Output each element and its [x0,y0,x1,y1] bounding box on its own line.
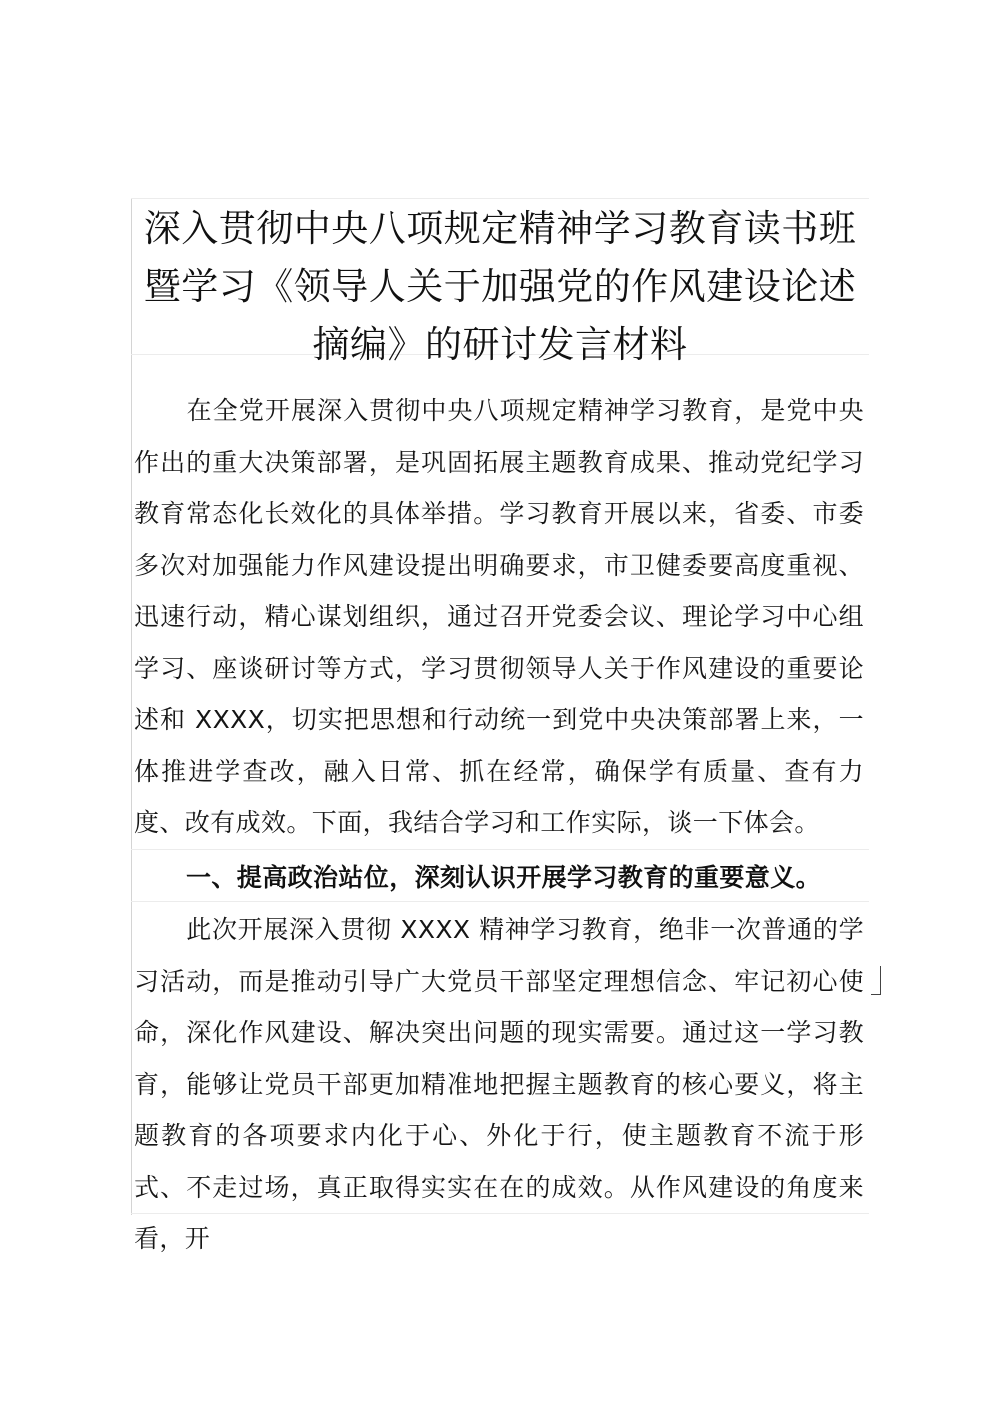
section-paragraph [134,904,864,1265]
section-heading-text: 一、提高政治站位，深刻认识开展学习教育的重要意义。 [186,863,822,892]
document-title: 深入贯彻中央八项规定精神学习教育读书班暨学习《领导人关于加强党的作风建设论述摘编》的研讨发言材料 [143,207,857,366]
section-heading [134,852,864,904]
paragraph-divider [131,849,869,850]
scan-corner-mark [871,966,881,995]
intro-paragraph [134,385,864,849]
left-margin-line [131,198,132,1215]
intro-paragraph-text: 在全党开展深入贯彻中央八项规定精神学习教育，是党中央作出的重大决策部署，是巩固拓展主题教育成果、推动党纪学习教育常态化长效化的具体举措。学习教育开展以来，省委、市委多次对加强能力作风建设提出明确要求，市卫健委要高度重视、迅速行动，精心谋划组织，通过召开党委会议、理论学习中心组学习、座谈研讨等方式，学习贯彻领导人关于作风建设的重要论述和 XXXX，切实把思想和行动统一到党中央决策部署上来，一体推进学查改，融入日常、抓在经常，确保学有质量、查有力度、改有成效。下面，我结合学习和工作实际，谈一下体会。 [134,396,864,837]
section-paragraph-text: 此次开展深入贯彻 XXXX 精神学习教育，绝非一次普通的学习活动，而是推动引导广大党员干部坚定理想信念、牢记初心使命，深化作风建设、解决突出问题的现实需要。通过这一学习教育，能够让党员干部更加精准地把握主题教育的核心要义，将主题教育的各项要求内化于心、外化于行，使主题教育不流于形式、不走过场，真正取得实实在在的成效。从作风建设的角度来看，开 [134,915,864,1253]
top-rule [131,198,869,199]
